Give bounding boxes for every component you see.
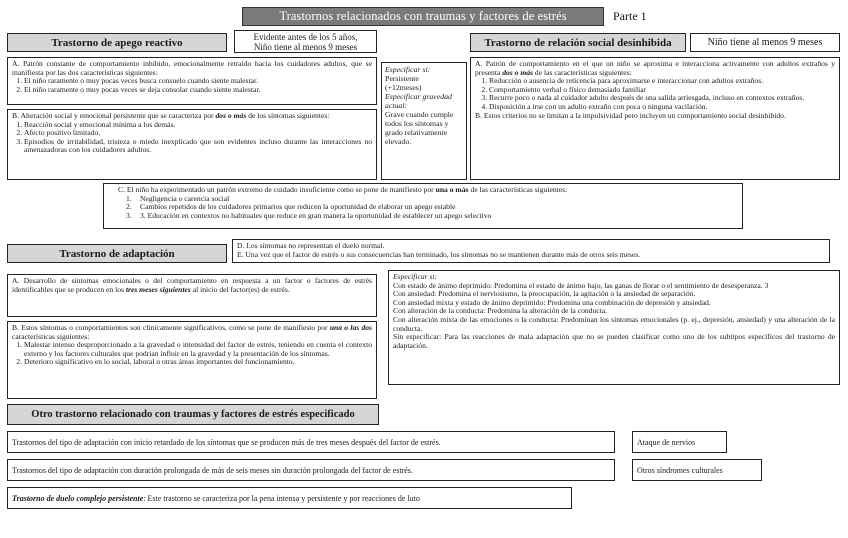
other-item-3: Trastorno de duelo complejo persistente: Este trastorno se caracteriza por la pena intensa y persistente y por reacciones de luto	[7, 487, 572, 509]
other-item-2: Trastornos del tipo de adaptación con duración prolongada de más de seis meses sin duración prolongada del factor de estrés.	[7, 459, 615, 481]
dsed-header: Trastorno de relación social desinhibida	[470, 33, 686, 52]
dsed-criteria: A. Patrón de comportamiento en el que un niño se aproxima e interacciona activamente con adultos extraños y presenta dos o más de las características siguientes: 1. Reducción o ausencia de reticencia para aproximarse e interaccionar con adultos extraños. 2. Comportamiento verbal o físico demasiado familiar 3. Recurre poco o nada al cuidador adulto después de una salida arriesgada, incluso en contextos extraños. 4. Disposición a irse con un adulto extraño con poca o ninguna vacilación. B. Estos criterios no se limitan a la impulsividad pero incluyen un comportamiento social desinhibido.	[470, 57, 840, 180]
list-item: Con ansiedad: Predomina el nerviosismo, la preocupación, la agitación o la ansiedad de separación.	[393, 289, 696, 299]
list-item: 2. Afecto positivo limitado.	[24, 129, 372, 138]
list-item: 2. Cambios repetidos de los cuidadores primarios que reducen la oportunidad de elaborar un apego estable	[126, 202, 456, 212]
adj-specifiers: Especificar si: Con estado de ánimo deprimido: Predomina el estado de ánimo bajo, las ganas de llorar o el sentimiento de desesperanza. 3 Con ansiedad: Predomina el nerviosismo, la preocupación, la agitación o la ansiedad de separación. Con ansiedad mixta y estado de ánimo deprimido: Predomina una combinación de depresión y ansiedad. Con alteración de la conducta: Predomina la alteración de la conducta. Con alteración mixta de las emociones o la conducta: Predominan los síntomas emocionales (p. ej., depresión, ansiedad) y una alteración de la conducta. Sin especificar: Para las reacciones de mala adaptación que no se pueden clasificar como uno de los subtipos específicos del trastorno de adaptación.	[388, 270, 840, 385]
rad-criterion-c: C. El niño ha experimentado un patrón extremo de cuidado insuficiente como se pone de manifiesto por una o más de las características siguientes: 1. Negligencia o carencia social 2. Cambios repetidos de los cuidadores primarios que reducen la oportunidad de elaborar un apego estable 3. 3. Educación en contextos no habituales que reduce en gran manera la oportunidad de establecer un apego selectivo	[103, 183, 743, 229]
list-item: 1. El niño raramente o muy pocas veces busca consuelo cuando siente malestar.	[24, 77, 372, 86]
adj-criterion-b: B. Estos síntomas o comportamientos son clínicamente significativos, como se pone de manifiesto por una o las dos características siguientes: 1. Malestar intenso desproporcionado a la gravedad o intensidad del factor de estrés, teniendo en cuenta el contexto externo y los factores culturales que podrían influir en la gravedad y la presentación de los síntomas. 2. Deterioro significativo en lo social, laboral u otras áreas importantes del funcionamiento.	[7, 321, 377, 399]
list-item: Sin especificar: Para las reacciones de mala adaptación que no se pueden clasificar como uno de los subtipos específicos del trastorno de adaptación.	[393, 332, 835, 350]
list-item: 1. Reducción o ausencia de reticencia para aproximarse e interaccionar con adultos extraños.	[489, 77, 835, 86]
other-side-1: Ataque de nervios	[632, 431, 727, 453]
list-item: Con ansiedad mixta y estado de ánimo deprimido: Predomina una combinación de depresión y ansiedad.	[393, 297, 711, 307]
list-item: 2. El niño raramente o muy pocas veces se deja consolar cuando siente malestar.	[24, 86, 372, 95]
rad-criterion-a: A. Patrón constante de comportamiento inhibido, emocionalmente retraído hacia los cuidadores adultos, que se manifiesta por las dos características siguientes: 1. El niño raramente o muy pocas veces busca consuelo cuando siente malestar. 2. El niño raramente o muy pocas veces se deja consolar cuando siente malestar.	[7, 57, 377, 105]
list-item: 4. Disposición a irse con un adulto extraño con poca o ninguna vacilación.	[489, 103, 835, 112]
list-item: 3. 3. Educación en contextos no habituales que reduce en gran manera la oportunidad de establecer un apego selectivo	[126, 210, 492, 220]
list-item: Con alteración de la conducta: Predomina la alteración de la conducta.	[393, 306, 608, 316]
list-item: Con estado de ánimo deprimido: Predomina el estado de ánimo bajo, las ganas de llorar o el sentimiento de desesperanza. 3	[393, 280, 769, 290]
part-label: Parte 1	[613, 9, 647, 23]
rad-specifiers: Especificar si: Persistente (+12meses) Especificar gravedad actual: Grave cuando cumple todos los síntomas y grado relativamente elevado.	[381, 62, 467, 180]
rad-evident: Evidente antes de los 5 años,	[253, 31, 358, 42]
list-item: 1. Negligencia o carencia social	[126, 193, 230, 203]
adj-criteria-de: D. Los síntomas no representan el duelo normal. E. Una vez que el factor de estrés o sus consecuencias han terminado, los síntomas no se mantienen durante más de otros seis meses.	[232, 239, 830, 263]
rad-header: Trastorno de apego reactivo	[7, 33, 227, 52]
rad-age-box	[234, 30, 377, 53]
adj-header: Trastorno de adaptación	[7, 244, 227, 263]
list-item: 3. Recurre poco o nada al cuidador adulto después de una salida arriesgada, incluso en contextos extraños.	[489, 94, 835, 103]
list-item: 3. Episodios de irritabilidad, tristeza o miedo inexplicado que son evidentes incluso durante las interacciones no amenazadoras con los cuidadores adultos.	[24, 138, 372, 155]
adj-criterion-a: A. Desarrollo de síntomas emocionales o del comportamiento en respuesta a un factor o factores de estrés identificables que se producen en los tres meses siguientes al inicio del factor(es) de estrés.	[7, 274, 377, 317]
list-item: 2. Deterioro significativo en lo social, laboral u otras áreas importantes del funcionamiento.	[24, 358, 372, 367]
rad-criterion-b: B. Alteración social y emocional persistente que se caracteriza por dos o más de los síntomas siguientes: 1. Reacción social y emocional mínima a los demás. 2. Afecto positivo limitado. 3. Episodios de irritabilidad, tristeza o miedo inexplicado que son evidentes incluso durante las interacciones no amenazadoras con los cuidadores adultos.	[7, 109, 377, 180]
dsed-age: Niño tiene al menos 9 meses	[690, 33, 840, 52]
other-header: Otro trastorno relacionado con traumas y factores de estrés especificado	[7, 404, 379, 425]
page-title: Trastornos relacionados con traumas y factores de estrés	[242, 7, 604, 26]
list-item: 2. Comportamiento verbal o físico demasiado familiar	[489, 86, 835, 95]
rad-age: Niño tiene al menos 9 meses	[253, 41, 358, 52]
list-item: 1. Reacción social y emocional mínima a los demás.	[24, 121, 372, 130]
list-item: 1. Malestar intenso desproporcionado a la gravedad o intensidad del factor de estrés, teniendo en cuenta el contexto externo y los factores culturales que podrían influir en la gravedad y la presentación de los síntomas.	[24, 341, 372, 358]
list-item: Con alteración mixta de las emociones o la conducta: Predominan los síntomas emocionales (p. ej., depresión, ansiedad) y una alteración de la conducta.	[393, 314, 835, 333]
other-side-2: Otros síndromes culturales	[632, 459, 762, 481]
other-item-1: Trastornos del tipo de adaptación con inicio retardado de los síntomas que se producen más de tres meses después del factor de estrés.	[7, 431, 615, 453]
